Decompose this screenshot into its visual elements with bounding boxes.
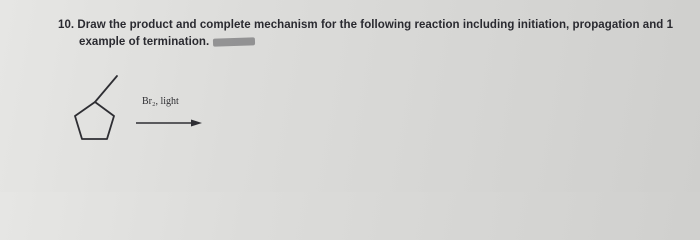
- question-text-line-2: example of termination.: [79, 36, 210, 48]
- question-text-line-1: Draw the product and complete mechanism for the following reaction including initiation, propagation and 1: [77, 19, 674, 31]
- show-through-text: [270, 88, 280, 99]
- question-line-1: [58, 17, 688, 34]
- redacted-mark: [213, 37, 255, 46]
- question-number: 10.: [58, 19, 75, 31]
- reaction-scheme: [60, 68, 220, 168]
- methyl-bond: [95, 76, 117, 102]
- question-10: [58, 17, 688, 51]
- reaction-arrow-head: [191, 120, 202, 127]
- question-line-2: [58, 34, 688, 51]
- cyclopentane-ring: [75, 102, 114, 139]
- reagent-label: Br₂, light: [142, 96, 179, 107]
